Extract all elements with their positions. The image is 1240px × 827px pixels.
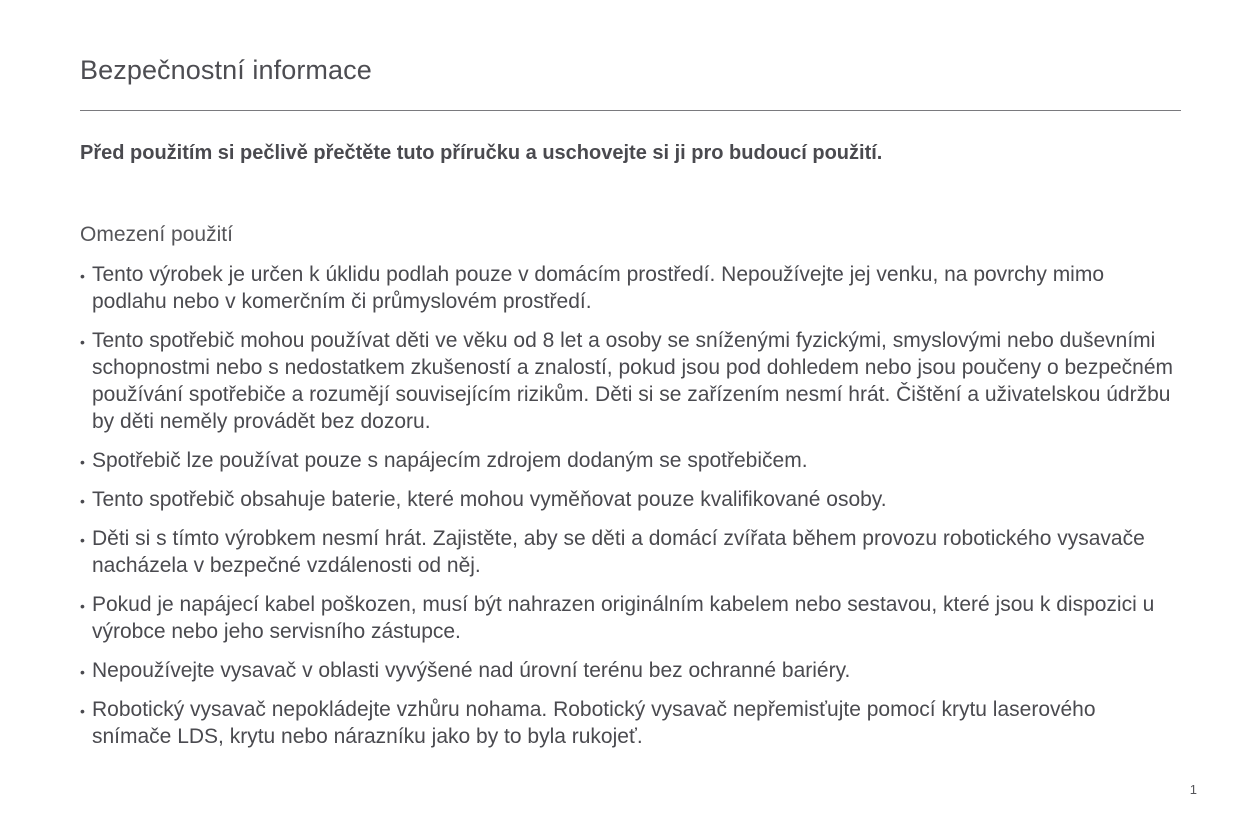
bullet-icon: • xyxy=(80,598,85,614)
list-item-text: Tento spotřebič obsahuje baterie, které mohou vyměňovat pouze kvalifikované osoby. xyxy=(92,488,887,511)
intro-text: Před použitím si pečlivě přečtěte tuto příručku a uschovejte si ji pro budoucí použití. xyxy=(80,142,883,164)
bullet-icon: • xyxy=(80,532,85,548)
list-item-text: Spotřebič lze používat pouze s napájecím zdrojem dodaným se spotřebičem. xyxy=(92,449,808,472)
bullet-icon: • xyxy=(80,493,85,509)
list-item xyxy=(80,261,1180,315)
list-item xyxy=(80,447,1180,474)
list-item xyxy=(80,327,1180,435)
page-title: Bezpečnostní informace xyxy=(80,55,372,85)
section-heading: Omezení použití xyxy=(80,223,233,246)
list-item xyxy=(80,696,1180,750)
bullet-icon: • xyxy=(80,454,85,470)
list-item-text: Robotický vysavač nepokládejte vzhůru nohama. Robotický vysavač nepřemisťujte pomocí krytu laserového snímače LDS, krytu nebo nárazníku jako by to byla rukojeť. xyxy=(92,698,1096,748)
bullet-icon: • xyxy=(80,268,85,284)
bullet-icon: • xyxy=(80,703,85,719)
bullet-icon: • xyxy=(80,334,85,350)
list-item xyxy=(80,591,1180,645)
list-item-text: Tento spotřebič mohou používat děti ve věku od 8 let a osoby se sníženými fyzickými, smyslovými nebo duševními schopnostmi nebo s nedostatkem zkušeností a znalostí, pokud jsou pod dohledem nebo jsou poučeny o bezpečném používání spotřebiče a rozumějí souvisejícím rizikům. Děti si se zařízením nesmí hrát. Čištění a uživatelskou údržbu by děti neměly provádět bez dozoru. xyxy=(92,329,1174,433)
list-item xyxy=(80,657,1180,684)
list-item-text: Nepoužívejte vysavač v oblasti vyvýšené nad úrovní terénu bez ochranné bariéry. xyxy=(92,659,851,682)
bullet-icon: • xyxy=(80,664,85,680)
title-divider xyxy=(80,110,1181,111)
list-item xyxy=(80,525,1180,579)
list-item-text: Tento výrobek je určen k úklidu podlah pouze v domácím prostředí. Nepoužívejte jej venku, na povrchy mimo podlahu nebo v komerčním či průmyslovém prostředí. xyxy=(92,263,1105,313)
safety-list xyxy=(80,261,1180,762)
list-item-text: Děti si s tímto výrobkem nesmí hrát. Zajistěte, aby se děti a domácí zvířata během provozu robotického vysavače nacházela v bezpečné vzdálenosti od něj. xyxy=(92,527,1145,577)
list-item xyxy=(80,486,1180,513)
list-item-text: Pokud je napájecí kabel poškozen, musí být nahrazen originálním kabelem nebo sestavou, které jsou k dispozici u výrobce nebo jeho servisního zástupce. xyxy=(92,593,1155,643)
page-number: 1 xyxy=(1189,782,1197,797)
